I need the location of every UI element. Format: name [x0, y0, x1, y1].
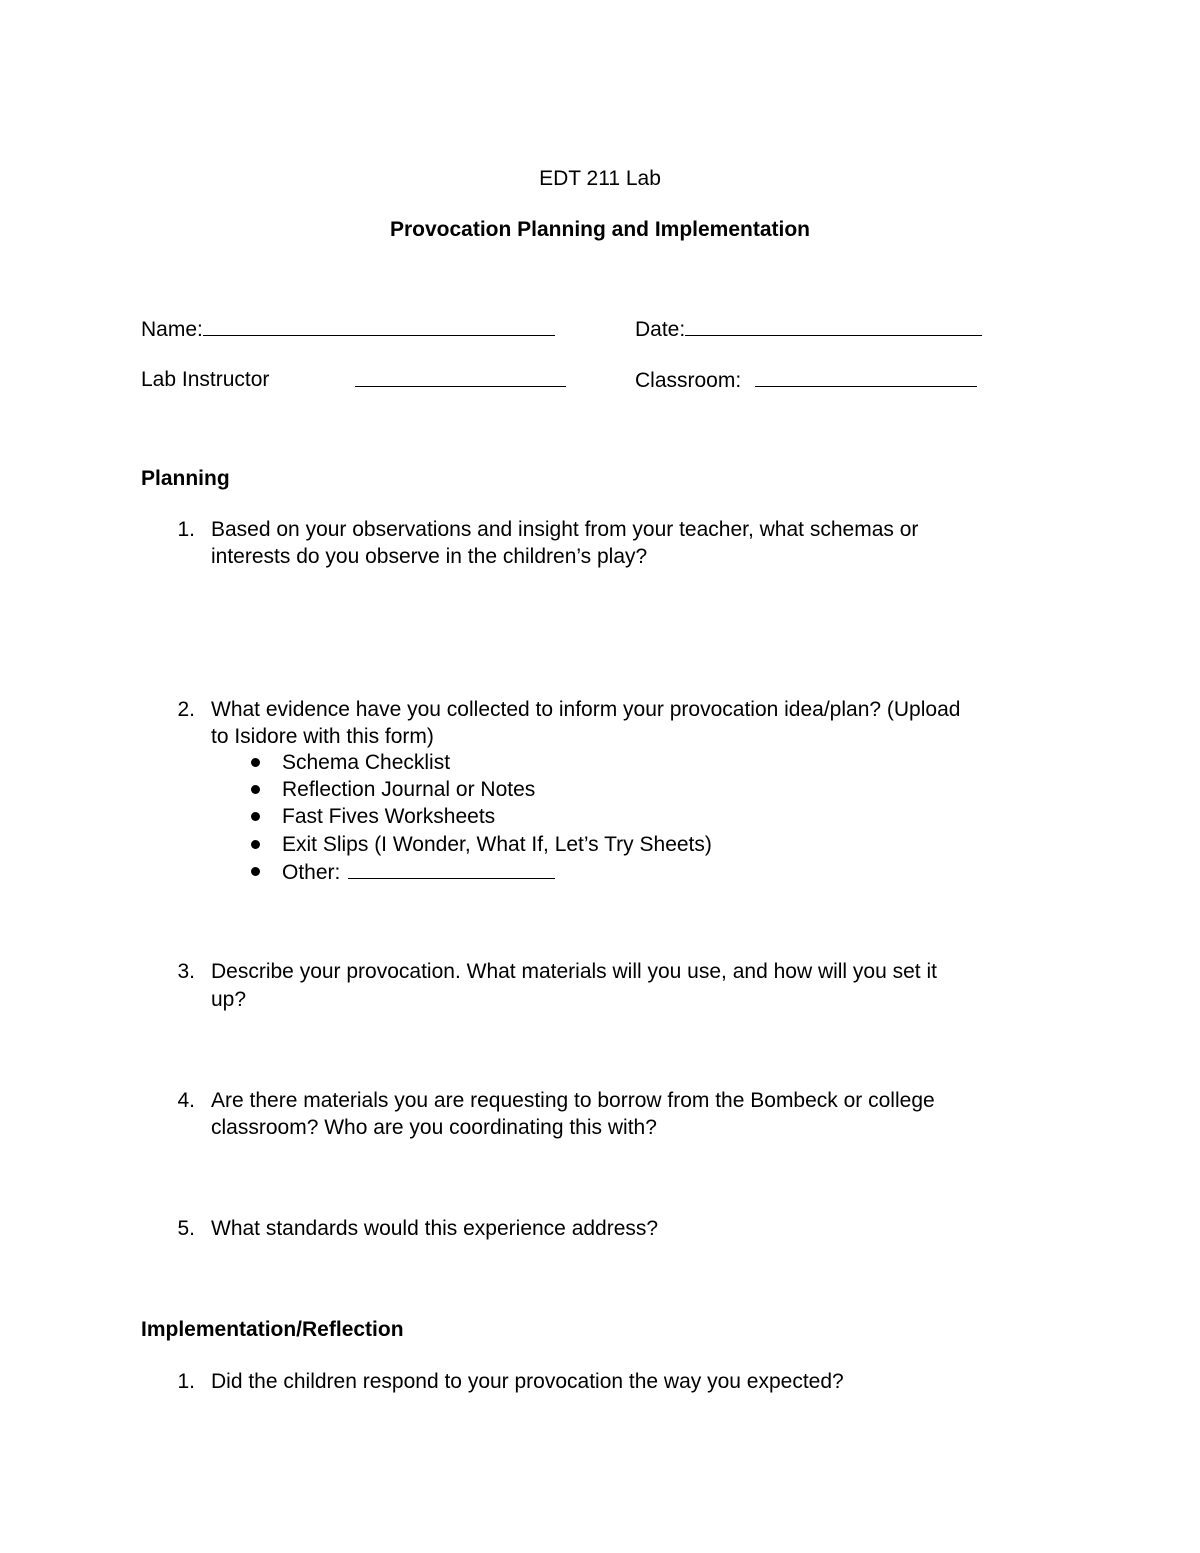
planning-q4-number: 4.: [177, 1089, 195, 1112]
document-title: Provocation Planning and Implementation: [389, 218, 811, 241]
planning-q2-number: 2.: [177, 698, 195, 721]
name-blank[interactable]: [203, 315, 555, 336]
bullet-dot: [251, 812, 260, 821]
planning-q5-number: 5.: [177, 1217, 195, 1240]
planning-q1-number: 1.: [177, 518, 195, 541]
planning-q3-line2: up?: [211, 988, 247, 1011]
lab-instructor-label: Lab Instructor: [141, 368, 270, 391]
evidence-item-exit-slips: Exit Slips (I Wonder, What If, Let’s Try Sheets): [282, 833, 712, 856]
classroom-blank[interactable]: [755, 366, 977, 387]
name-label: Name:: [141, 318, 203, 341]
evidence-item-fast-fives: Fast Fives Worksheets: [282, 805, 496, 828]
planning-q4-line2: classroom? Who are you coordinating this with?: [211, 1116, 657, 1139]
planning-q5-line1: What standards would this experience address?: [211, 1217, 659, 1240]
bullet-dot: [251, 867, 260, 876]
classroom-label: Classroom:: [635, 369, 742, 392]
planning-q1-line2: interests do you observe in the children’s play?: [211, 545, 648, 568]
date-field: [635, 315, 982, 343]
evidence-item-reflection-journal: Reflection Journal or Notes: [282, 778, 536, 801]
planning-q2-line2: to Isidore with this form): [211, 725, 434, 748]
evidence-item-other: [282, 858, 555, 886]
planning-q3-line1: Describe your provocation. What materials will you use, and how will you set it: [211, 960, 937, 983]
planning-heading: Planning: [141, 467, 230, 490]
implementation-q1-line1: Did the children respond to your provocation the way you expected?: [211, 1370, 844, 1393]
planning-q4-line1: Are there materials you are requesting to borrow from the Bombeck or college: [211, 1089, 935, 1112]
implementation-q1-number: 1.: [177, 1370, 195, 1393]
planning-q3-number: 3.: [177, 960, 195, 983]
bullet-dot: [251, 758, 260, 767]
planning-q1-line1: Based on your observations and insight from your teacher, what schemas or: [211, 518, 919, 541]
classroom-field: [635, 366, 977, 394]
name-field: [141, 315, 555, 343]
date-label: Date:: [635, 318, 686, 341]
other-blank[interactable]: [348, 858, 555, 879]
other-label: Other:: [282, 861, 341, 884]
lab-instructor-blank[interactable]: [355, 366, 566, 387]
date-blank[interactable]: [685, 315, 982, 336]
lab-instructor-field: [355, 366, 566, 394]
planning-q2-line1: What evidence have you collected to inform your provocation idea/plan? (Upload: [211, 698, 961, 721]
implementation-heading: Implementation/Reflection: [141, 1318, 404, 1341]
bullet-dot: [251, 840, 260, 849]
bullet-dot: [251, 785, 260, 794]
course-title: EDT 211 Lab: [539, 167, 661, 190]
evidence-item-schema-checklist: Schema Checklist: [282, 751, 451, 774]
